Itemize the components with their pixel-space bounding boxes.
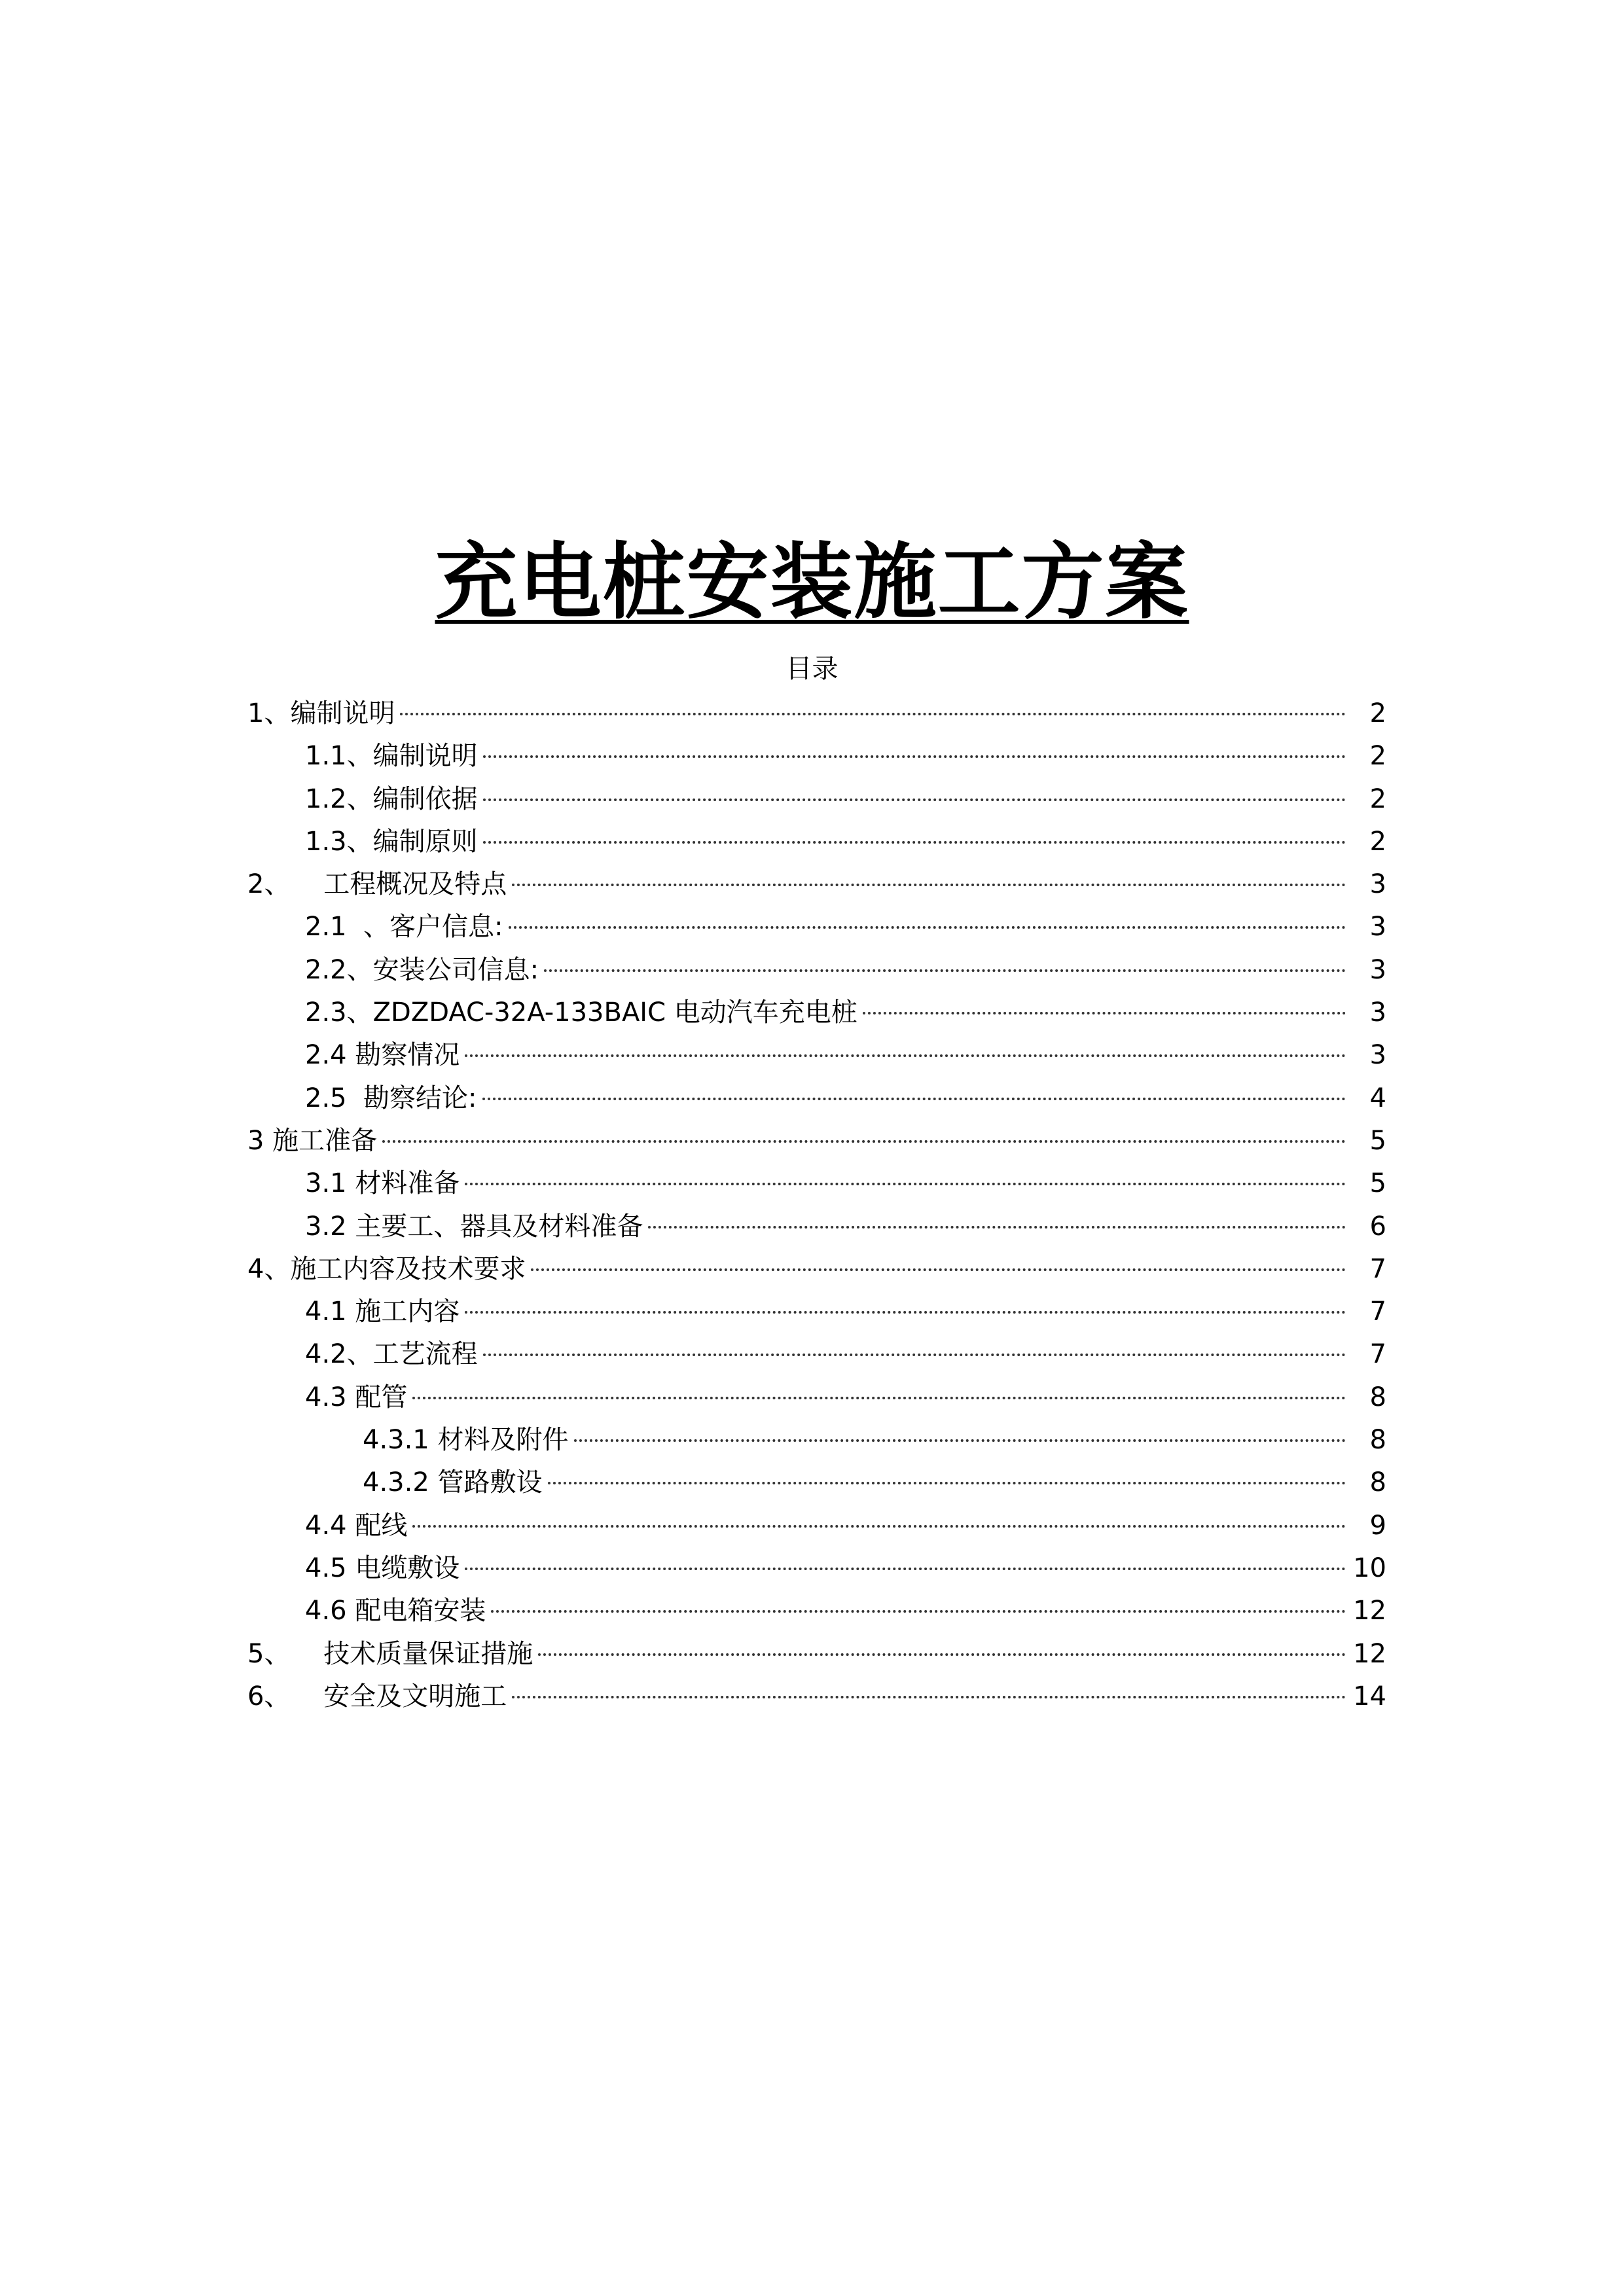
toc-entry-label: 1.3、编制原则 <box>305 826 478 857</box>
toc-entry-label: 4.1 施工内容 <box>305 1297 460 1327</box>
toc-entry-label: 4.4 配线 <box>305 1510 408 1541</box>
toc-entry-label: 4.5 电缆敷设 <box>305 1552 460 1583</box>
toc-entry-label: 2.5 勘察结论: <box>305 1083 477 1113</box>
toc-entry-label: 4.3.2 管路敷设 <box>363 1467 543 1498</box>
toc-entry-label: 1.1、编制说明 <box>305 741 478 772</box>
toc-page-number: 3 <box>1369 997 1386 1028</box>
toc-dot-leader <box>465 1054 1346 1057</box>
toc-entry-label: 3.2 主要工、器具及材料准备 <box>305 1211 643 1242</box>
toc-entry[interactable] <box>247 1248 1386 1291</box>
toc-dot-leader <box>482 1098 1346 1100</box>
toc-entry[interactable] <box>247 1419 1386 1462</box>
toc-entry-label: 2、 工程概况及特点 <box>247 869 507 900</box>
toc-dot-leader <box>544 969 1346 972</box>
toc-page-number: 7 <box>1369 1297 1386 1327</box>
toc-page-number: 8 <box>1369 1382 1386 1412</box>
toc-page-number: 2 <box>1369 741 1386 772</box>
toc-entry[interactable] <box>247 1162 1386 1205</box>
toc-dot-leader <box>509 926 1346 929</box>
toc-entry[interactable] <box>247 863 1386 906</box>
toc-entry-label: 2.3、ZDZDAC-32A-133BAIC 电动汽车充电桩 <box>305 997 857 1028</box>
toc-entry-label: 1、编制说明 <box>247 698 395 728</box>
toc-page-number: 10 <box>1353 1552 1386 1583</box>
toc-page-number: 7 <box>1369 1253 1386 1284</box>
toc-dot-leader <box>863 1012 1346 1014</box>
toc-dot-leader <box>483 755 1346 758</box>
toc-entry[interactable] <box>247 1376 1386 1419</box>
toc-entry[interactable] <box>247 778 1386 821</box>
toc-dot-leader <box>483 1354 1346 1356</box>
toc-entry[interactable] <box>247 1291 1386 1333</box>
toc-dot-leader <box>465 1183 1346 1185</box>
toc-entry[interactable] <box>247 1120 1386 1162</box>
toc-page-number: 5 <box>1369 1125 1386 1156</box>
toc-page-number: 5 <box>1369 1168 1386 1199</box>
toc-page-number: 2 <box>1369 826 1386 857</box>
toc-page-number: 12 <box>1353 1638 1386 1669</box>
toc-entry[interactable] <box>247 1462 1386 1504</box>
toc-entry[interactable] <box>247 1505 1386 1547</box>
toc-entry[interactable] <box>247 949 1386 992</box>
toc-dot-leader <box>465 1568 1346 1570</box>
toc-page-number: 4 <box>1369 1083 1386 1113</box>
toc-entry-label: 4.3.1 材料及附件 <box>363 1425 569 1456</box>
toc-page-number: 12 <box>1353 1596 1386 1626</box>
toc-dot-leader <box>483 841 1346 844</box>
toc-entry[interactable] <box>247 735 1386 778</box>
toc-page-number: 14 <box>1353 1681 1386 1712</box>
document-title-text: 充电桩安装施工方案 <box>435 534 1189 630</box>
toc-dot-leader <box>412 1397 1346 1399</box>
toc-page-number: 6 <box>1369 1211 1386 1242</box>
toc-page-number: 9 <box>1369 1510 1386 1541</box>
toc-entry[interactable] <box>247 1547 1386 1590</box>
toc-dot-leader <box>382 1140 1346 1143</box>
toc-entry-label: 4.3 配管 <box>305 1382 408 1412</box>
toc-dot-leader <box>648 1226 1346 1229</box>
toc-entry-label: 1.2、编制依据 <box>305 783 478 814</box>
toc-entry-label: 3 施工准备 <box>247 1125 378 1156</box>
toc-dot-leader <box>412 1525 1346 1528</box>
toc-dot-leader <box>483 798 1346 801</box>
toc-page-number: 3 <box>1369 1040 1386 1071</box>
toc-entry[interactable] <box>247 1206 1386 1248</box>
toc-dot-leader <box>491 1610 1346 1613</box>
toc-dot-leader <box>512 1696 1346 1698</box>
toc-entry[interactable] <box>247 1077 1386 1120</box>
toc-dot-leader <box>574 1439 1346 1442</box>
toc-entry[interactable] <box>247 1633 1386 1676</box>
document-title <box>0 530 1624 635</box>
toc-entry-label: 6、 安全及文明施工 <box>247 1681 507 1712</box>
toc-heading: 目录 <box>785 654 839 684</box>
toc-entry[interactable] <box>247 906 1386 948</box>
toc-entry[interactable] <box>247 1034 1386 1077</box>
toc-entry[interactable] <box>247 821 1386 863</box>
toc-entry-label: 2.4 勘察情况 <box>305 1040 460 1071</box>
toc-entry-label: 5、 技术质量保证措施 <box>247 1638 533 1669</box>
toc-dot-leader <box>512 884 1346 886</box>
toc-page-number: 3 <box>1369 869 1386 900</box>
toc-dot-leader <box>548 1482 1346 1484</box>
toc-dot-leader <box>531 1268 1346 1271</box>
toc-page-number: 8 <box>1369 1425 1386 1456</box>
toc-entry[interactable] <box>247 992 1386 1034</box>
table-of-contents <box>247 692 1386 1718</box>
toc-entry[interactable] <box>247 1590 1386 1632</box>
toc-entry-label: 4、施工内容及技术要求 <box>247 1253 526 1284</box>
toc-page-number: 2 <box>1369 698 1386 728</box>
toc-entry-label: 2.1 、客户信息: <box>305 912 503 942</box>
toc-dot-leader <box>400 713 1346 715</box>
toc-entry-label: 3.1 材料准备 <box>305 1168 460 1199</box>
toc-entry[interactable] <box>247 1333 1386 1376</box>
toc-page-number: 3 <box>1369 954 1386 985</box>
toc-entry-label: 2.2、安装公司信息: <box>305 954 539 985</box>
toc-entry-label: 4.6 配电箱安装 <box>305 1596 486 1626</box>
toc-entry[interactable] <box>247 692 1386 735</box>
toc-dot-leader <box>538 1653 1346 1656</box>
toc-page-number: 7 <box>1369 1339 1386 1370</box>
toc-page-number: 2 <box>1369 783 1386 814</box>
toc-page-number: 3 <box>1369 912 1386 942</box>
toc-entry[interactable] <box>247 1676 1386 1718</box>
toc-page-number: 8 <box>1369 1467 1386 1498</box>
toc-dot-leader <box>465 1311 1346 1314</box>
toc-entry-label: 4.2、工艺流程 <box>305 1339 478 1370</box>
